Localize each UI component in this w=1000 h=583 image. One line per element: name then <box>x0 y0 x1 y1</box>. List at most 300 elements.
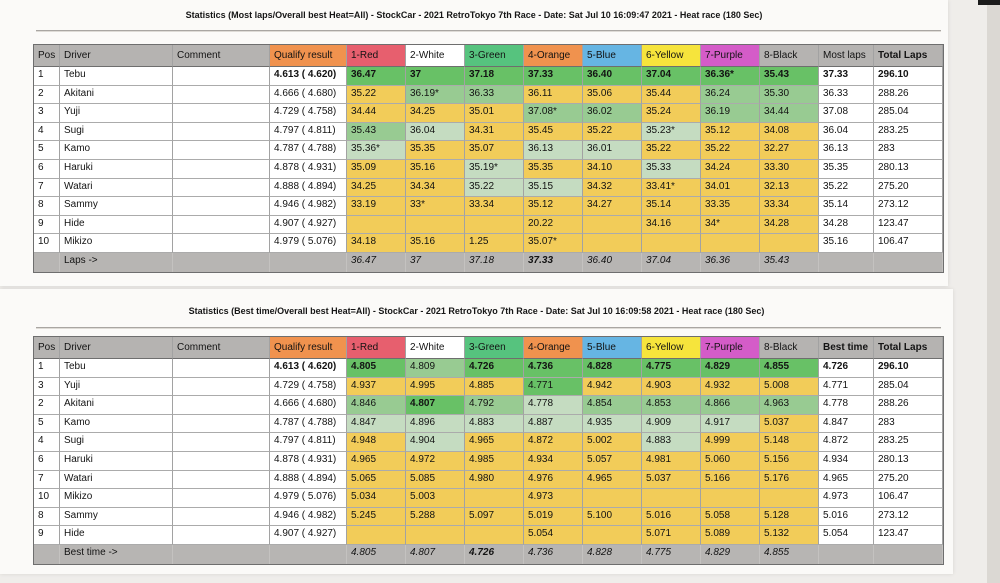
summary-cell: 37.33 <box>819 67 874 86</box>
heat-cell: 34.08 <box>760 123 819 142</box>
heat-cell: 4.948 <box>347 433 406 452</box>
pos-cell: 9 <box>34 216 60 235</box>
heat-cell: 32.27 <box>760 141 819 160</box>
heat-cell: 4.999 <box>701 433 760 452</box>
heat-cell: 37.18 <box>465 67 524 86</box>
comment-cell <box>173 86 270 105</box>
column-header: Best time <box>819 337 874 359</box>
heat-cell: 36.36* <box>701 67 760 86</box>
footer-value: 4.775 <box>642 545 701 564</box>
driver-row <box>34 197 943 216</box>
column-header: 8-Black <box>760 45 819 67</box>
driver-row <box>34 433 943 452</box>
driver-cell: Haruki <box>60 452 173 471</box>
heat-cell <box>583 234 642 253</box>
heat-cell: 36.47 <box>347 67 406 86</box>
heat-cell: 33.34 <box>465 197 524 216</box>
comment-cell <box>173 234 270 253</box>
total-laps-cell: 280.13 <box>874 452 943 471</box>
heat-cell: 5.156 <box>760 452 819 471</box>
heat-cell <box>465 489 524 508</box>
heat-cell <box>701 234 760 253</box>
column-header: Comment <box>173 337 270 359</box>
comment-cell <box>173 197 270 216</box>
heat-cell: 5.245 <box>347 508 406 527</box>
summary-cell: 4.847 <box>819 415 874 434</box>
summary-cell: 4.778 <box>819 396 874 415</box>
pos-cell: 3 <box>34 104 60 123</box>
heat-cell: 35.22 <box>701 141 760 160</box>
heat-cell: 4.981 <box>642 452 701 471</box>
total-laps-cell: 296.10 <box>874 359 943 378</box>
summary-cell: 4.726 <box>819 359 874 378</box>
driver-row <box>34 104 943 123</box>
heat-cell: 4.887 <box>524 415 583 434</box>
summary-cell: 35.22 <box>819 179 874 198</box>
heat-cell: 37.08* <box>524 104 583 123</box>
driver-cell: Sammy <box>60 508 173 527</box>
pos-cell: 7 <box>34 471 60 490</box>
pos-cell: 1 <box>34 67 60 86</box>
pos-cell: 2 <box>34 86 60 105</box>
heat-cell: 36.24 <box>701 86 760 105</box>
driver-row <box>34 86 943 105</box>
heat-cell: 4.775 <box>642 359 701 378</box>
driver-cell: Kamo <box>60 415 173 434</box>
column-header: 2-White <box>406 45 465 67</box>
heat-cell: 5.176 <box>760 471 819 490</box>
heat-cell <box>347 216 406 235</box>
heat-cell: 4.963 <box>760 396 819 415</box>
footer-value: 37 <box>406 253 465 272</box>
column-header: 3-Green <box>465 45 524 67</box>
driver-cell: Yuji <box>60 378 173 397</box>
heat-cell <box>406 216 465 235</box>
column-header: Pos <box>34 45 60 67</box>
heat-cell: 4.809 <box>406 359 465 378</box>
qualify-cell: 4.787 ( 4.788) <box>270 141 347 160</box>
scan-corner-artifact <box>978 0 1000 5</box>
heat-cell: 33* <box>406 197 465 216</box>
total-laps-cell: 296.10 <box>874 67 943 86</box>
total-laps-cell: 283 <box>874 141 943 160</box>
comment-cell <box>173 160 270 179</box>
heat-cell <box>760 234 819 253</box>
heat-cell: 4.965 <box>347 452 406 471</box>
heat-cell: 35.22 <box>642 141 701 160</box>
qualify-cell: 4.787 ( 4.788) <box>270 415 347 434</box>
qualify-cell: 4.797 ( 4.811) <box>270 433 347 452</box>
heat-cell: 37.04 <box>642 67 701 86</box>
footer-cell <box>173 253 270 272</box>
heat-cell: 1.25 <box>465 234 524 253</box>
heat-cell: 4.995 <box>406 378 465 397</box>
total-laps-cell: 280.13 <box>874 160 943 179</box>
qualify-cell: 4.878 ( 4.931) <box>270 452 347 471</box>
driver-row <box>34 526 943 545</box>
qualify-cell: 4.613 ( 4.620) <box>270 67 347 86</box>
driver-cell: Tebu <box>60 359 173 378</box>
heat-cell: 4.885 <box>465 378 524 397</box>
driver-cell: Mikizo <box>60 234 173 253</box>
heat-cell <box>583 526 642 545</box>
driver-row <box>34 216 943 235</box>
heat-cell: 34.24 <box>701 160 760 179</box>
total-laps-cell: 106.47 <box>874 489 943 508</box>
title-divider <box>36 30 941 32</box>
heat-cell: 34.44 <box>347 104 406 123</box>
driver-cell: Sammy <box>60 197 173 216</box>
driver-row <box>34 489 943 508</box>
column-header: 1-Red <box>347 45 406 67</box>
heat-cell: 36.13 <box>524 141 583 160</box>
summary-cell: 37.08 <box>819 104 874 123</box>
footer-value: 4.807 <box>406 545 465 564</box>
total-laps-cell: 273.12 <box>874 508 943 527</box>
best-time-table <box>33 336 944 565</box>
header-row <box>34 337 943 359</box>
column-header: Qualify result <box>270 337 347 359</box>
footer-cell <box>874 545 943 564</box>
heat-cell: 4.853 <box>642 396 701 415</box>
heat-cell: 35.16 <box>406 160 465 179</box>
report-title-best-time: Statistics (Best time/Overall best Heat=All) - StockCar - 2021 RetroTokyo 7th Race - Date: Sat Jul 10 16:09:58 2021 - Heat race (180 Sec) <box>188 306 765 316</box>
footer-label: Laps -> <box>60 253 173 272</box>
footer-cell <box>34 545 60 564</box>
driver-cell: Tebu <box>60 67 173 86</box>
footer-value: 35.43 <box>760 253 819 272</box>
driver-row <box>34 179 943 198</box>
qualify-cell: 4.946 ( 4.982) <box>270 197 347 216</box>
heat-cell: 4.846 <box>347 396 406 415</box>
heat-cell <box>701 489 760 508</box>
driver-row <box>34 471 943 490</box>
heat-cell <box>760 489 819 508</box>
heat-cell: 33.41* <box>642 179 701 198</box>
comment-cell <box>173 123 270 142</box>
heat-cell: 36.02 <box>583 104 642 123</box>
pos-cell: 10 <box>34 234 60 253</box>
total-laps-cell: 288.26 <box>874 396 943 415</box>
footer-cell <box>819 253 874 272</box>
qualify-cell: 4.729 ( 4.758) <box>270 378 347 397</box>
driver-row <box>34 396 943 415</box>
heat-cell: 4.935 <box>583 415 642 434</box>
heat-cell: 5.065 <box>347 471 406 490</box>
driver-row <box>34 415 943 434</box>
pos-cell: 8 <box>34 508 60 527</box>
footer-cell <box>270 545 347 564</box>
heat-cell <box>583 489 642 508</box>
footer-value: 4.855 <box>760 545 819 564</box>
column-header: 3-Green <box>465 337 524 359</box>
heat-cell <box>642 234 701 253</box>
heat-cell: 35.45 <box>524 123 583 142</box>
comment-cell <box>173 526 270 545</box>
driver-cell: Yuji <box>60 104 173 123</box>
heat-cell: 35.23* <box>642 123 701 142</box>
heat-cell: 5.097 <box>465 508 524 527</box>
heat-cell <box>406 526 465 545</box>
driver-cell: Mikizo <box>60 489 173 508</box>
driver-row <box>34 160 943 179</box>
driver-row <box>34 452 943 471</box>
summary-cell: 4.973 <box>819 489 874 508</box>
column-header: 1-Red <box>347 337 406 359</box>
column-header: Driver <box>60 337 173 359</box>
heat-cell <box>583 216 642 235</box>
heat-cell <box>642 489 701 508</box>
heat-cell: 37.33 <box>524 67 583 86</box>
pos-cell: 5 <box>34 415 60 434</box>
pos-cell: 6 <box>34 160 60 179</box>
column-header: Qualify result <box>270 45 347 67</box>
heat-cell: 36.19* <box>406 86 465 105</box>
comment-cell <box>173 396 270 415</box>
heat-cell: 4.904 <box>406 433 465 452</box>
heat-cell: 4.965 <box>465 433 524 452</box>
heat-cell: 35.44 <box>642 86 701 105</box>
heat-cell: 5.148 <box>760 433 819 452</box>
heat-cell: 34.31 <box>465 123 524 142</box>
qualify-cell: 4.888 ( 4.894) <box>270 471 347 490</box>
heat-cell: 5.008 <box>760 378 819 397</box>
driver-cell: Watari <box>60 179 173 198</box>
summary-cell: 35.16 <box>819 234 874 253</box>
heat-cell <box>465 216 524 235</box>
heat-cell: 36.33 <box>465 86 524 105</box>
summary-cell: 34.28 <box>819 216 874 235</box>
total-laps-cell: 273.12 <box>874 197 943 216</box>
column-header: Driver <box>60 45 173 67</box>
heat-cell: 35.07 <box>465 141 524 160</box>
heat-cell: 4.854 <box>583 396 642 415</box>
footer-value: 4.805 <box>347 545 406 564</box>
summary-cell: 4.872 <box>819 433 874 452</box>
heat-cell: 35.14 <box>642 197 701 216</box>
pos-cell: 8 <box>34 197 60 216</box>
heat-cell: 34.16 <box>642 216 701 235</box>
heat-cell: 34.25 <box>347 179 406 198</box>
heat-cell: 34.18 <box>347 234 406 253</box>
pos-cell: 6 <box>34 452 60 471</box>
total-laps-cell: 275.20 <box>874 179 943 198</box>
heat-cell: 5.288 <box>406 508 465 527</box>
driver-cell: Akitani <box>60 396 173 415</box>
heat-cell: 5.019 <box>524 508 583 527</box>
total-laps-cell: 275.20 <box>874 471 943 490</box>
pos-cell: 3 <box>34 378 60 397</box>
heat-cell: 5.057 <box>583 452 642 471</box>
heat-cell: 34.32 <box>583 179 642 198</box>
heat-cell: 5.054 <box>524 526 583 545</box>
qualify-cell: 4.666 ( 4.680) <box>270 396 347 415</box>
summary-cell: 4.965 <box>819 471 874 490</box>
qualify-cell: 4.878 ( 4.931) <box>270 160 347 179</box>
qualify-cell: 4.907 ( 4.927) <box>270 526 347 545</box>
heat-cell: 33.30 <box>760 160 819 179</box>
heat-cell: 5.002 <box>583 433 642 452</box>
driver-row <box>34 141 943 160</box>
summary-cell: 36.33 <box>819 86 874 105</box>
footer-value: 4.828 <box>583 545 642 564</box>
footer-value: 4.736 <box>524 545 583 564</box>
footer-value: 36.47 <box>347 253 406 272</box>
footer-value: 37.33 <box>524 253 583 272</box>
total-laps-cell: 285.04 <box>874 104 943 123</box>
heat-cell: 36.40 <box>583 67 642 86</box>
heat-cell: 35.19* <box>465 160 524 179</box>
comment-cell <box>173 104 270 123</box>
comment-cell <box>173 141 270 160</box>
total-laps-cell: 283.25 <box>874 123 943 142</box>
column-header: Pos <box>34 337 60 359</box>
driver-cell: Kamo <box>60 141 173 160</box>
heat-cell: 4.866 <box>701 396 760 415</box>
comment-cell <box>173 179 270 198</box>
heat-cell: 34.34 <box>406 179 465 198</box>
heat-cell: 35.30 <box>760 86 819 105</box>
column-header: 8-Black <box>760 337 819 359</box>
heat-cell: 4.883 <box>642 433 701 452</box>
qualify-cell: 4.666 ( 4.680) <box>270 86 347 105</box>
column-header: 4-Orange <box>524 337 583 359</box>
column-header: 5-Blue <box>583 45 642 67</box>
heat-cell: 4.932 <box>701 378 760 397</box>
driver-row <box>34 67 943 86</box>
heat-cell: 35.01 <box>465 104 524 123</box>
heat-cell: 4.807 <box>406 396 465 415</box>
heat-cell: 35.24 <box>642 104 701 123</box>
heat-cell: 4.778 <box>524 396 583 415</box>
heat-cell: 35.16 <box>406 234 465 253</box>
footer-value: 37.04 <box>642 253 701 272</box>
heat-cell: 35.22 <box>347 86 406 105</box>
total-laps-cell: 123.47 <box>874 216 943 235</box>
sheet-best-time <box>0 289 953 574</box>
driver-row <box>34 234 943 253</box>
heat-cell: 4.896 <box>406 415 465 434</box>
footer-row <box>34 545 943 564</box>
total-laps-cell: 283 <box>874 415 943 434</box>
pos-cell: 4 <box>34 123 60 142</box>
heat-cell: 36.19 <box>701 104 760 123</box>
heat-cell: 4.942 <box>583 378 642 397</box>
heat-cell: 5.058 <box>701 508 760 527</box>
driver-row <box>34 123 943 142</box>
heat-cell: 34.10 <box>583 160 642 179</box>
heat-cell: 5.003 <box>406 489 465 508</box>
column-header: 7-Purple <box>701 337 760 359</box>
summary-cell: 5.016 <box>819 508 874 527</box>
heat-cell: 35.36* <box>347 141 406 160</box>
comment-cell <box>173 378 270 397</box>
sheet-most-laps <box>0 0 948 286</box>
pos-cell: 1 <box>34 359 60 378</box>
footer-cell <box>874 253 943 272</box>
column-header: 6-Yellow <box>642 337 701 359</box>
heat-cell: 35.12 <box>701 123 760 142</box>
heat-cell: 5.100 <box>583 508 642 527</box>
heat-cell: 4.917 <box>701 415 760 434</box>
heat-cell: 36.11 <box>524 86 583 105</box>
heat-cell: 5.085 <box>406 471 465 490</box>
heat-cell: 5.132 <box>760 526 819 545</box>
qualify-cell: 4.613 ( 4.620) <box>270 359 347 378</box>
driver-cell: Sugi <box>60 123 173 142</box>
footer-label: Best time -> <box>60 545 173 564</box>
heat-cell: 4.847 <box>347 415 406 434</box>
scan-edge-band <box>987 0 1000 583</box>
heat-cell: 35.15 <box>524 179 583 198</box>
heat-cell: 5.089 <box>701 526 760 545</box>
heat-cell: 35.06 <box>583 86 642 105</box>
comment-cell <box>173 67 270 86</box>
heat-cell: 4.829 <box>701 359 760 378</box>
heat-cell: 35.35 <box>406 141 465 160</box>
column-header: Total Laps <box>874 45 943 67</box>
summary-cell: 36.13 <box>819 141 874 160</box>
footer-value: 4.726 <box>465 545 524 564</box>
heat-cell: 34.44 <box>760 104 819 123</box>
heat-cell: 33.19 <box>347 197 406 216</box>
heat-cell: 5.034 <box>347 489 406 508</box>
driver-cell: Sugi <box>60 433 173 452</box>
comment-cell <box>173 508 270 527</box>
heat-cell: 5.037 <box>642 471 701 490</box>
comment-cell <box>173 359 270 378</box>
summary-cell: 35.35 <box>819 160 874 179</box>
summary-cell: 35.14 <box>819 197 874 216</box>
heat-cell: 35.07* <box>524 234 583 253</box>
heat-cell: 35.33 <box>642 160 701 179</box>
summary-cell: 4.934 <box>819 452 874 471</box>
pos-cell: 9 <box>34 526 60 545</box>
heat-cell: 20.22 <box>524 216 583 235</box>
heat-cell: 4.855 <box>760 359 819 378</box>
heat-cell: 4.909 <box>642 415 701 434</box>
heat-cell: 4.985 <box>465 452 524 471</box>
column-header: Total Laps <box>874 337 943 359</box>
driver-row <box>34 508 943 527</box>
pos-cell: 7 <box>34 179 60 198</box>
heat-cell: 35.12 <box>524 197 583 216</box>
footer-row <box>34 253 943 272</box>
heat-cell: 4.973 <box>524 489 583 508</box>
driver-cell: Haruki <box>60 160 173 179</box>
column-header: Comment <box>173 45 270 67</box>
heat-cell: 5.060 <box>701 452 760 471</box>
heat-cell: 4.828 <box>583 359 642 378</box>
footer-cell <box>34 253 60 272</box>
footer-value: 4.829 <box>701 545 760 564</box>
footer-cell <box>173 545 270 564</box>
qualify-cell: 4.907 ( 4.927) <box>270 216 347 235</box>
heat-cell: 34.25 <box>406 104 465 123</box>
heat-cell: 34.01 <box>701 179 760 198</box>
header-row <box>34 45 943 67</box>
heat-cell <box>347 526 406 545</box>
total-laps-cell: 283.25 <box>874 433 943 452</box>
heat-cell: 35.35 <box>524 160 583 179</box>
heat-cell: 4.934 <box>524 452 583 471</box>
total-laps-cell: 123.47 <box>874 526 943 545</box>
column-header: 6-Yellow <box>642 45 701 67</box>
heat-cell: 4.805 <box>347 359 406 378</box>
footer-value: 36.36 <box>701 253 760 272</box>
summary-cell: 5.054 <box>819 526 874 545</box>
column-header: 2-White <box>406 337 465 359</box>
